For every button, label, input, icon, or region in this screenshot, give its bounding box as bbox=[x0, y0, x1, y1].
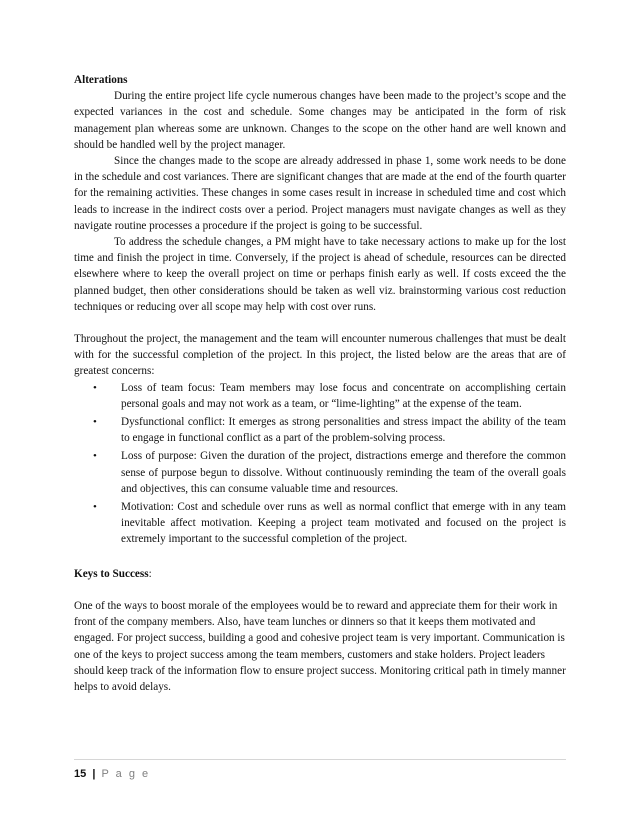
page-number: 15 bbox=[74, 768, 87, 780]
alterations-paragraph-3: To address the schedule changes, a PM might have to take necessary actions to make up for the lost time and finish the project in time. Conversely, if the project is ahead of schedule, resources can be directed elsewhere where to keep the overall project on time or perhaps finish early as well. If costs exceed the the planned budget, then other considerations should be taken as well viz. brainstorming various cost reduction techniques or reducing over all scope may help with cost over runs. bbox=[74, 236, 566, 313]
alterations-heading: Alterations bbox=[74, 74, 128, 86]
page-label: P a g e bbox=[101, 768, 151, 780]
spacer bbox=[74, 550, 566, 566]
keys-to-success-body: One of the ways to boost morale of the employees would be to reward and appreciate them for their work in front of the company members. Also, have team lunches or dinners so that it keeps them motivated and engaged. For project success, building a good and cohesive project team is very important. Communication is one of the keys to project success among the team members, customers and stake holders. Project leaders should keep track of the information flow to ensure project success. Monitoring critical path in timely manner helps to avoid delays. bbox=[74, 599, 566, 693]
spacer bbox=[74, 315, 566, 331]
list-item bbox=[93, 499, 566, 548]
list-item-text: Loss of team focus: Team members may lose focus and concentrate on accomplishing certain personal goals and may not work as a team, or “lime-lighting” at the expense of the team. bbox=[121, 381, 566, 410]
list-item bbox=[93, 448, 566, 497]
challenges-intro: Throughout the project, the management and the team will encounter numerous challenges that must be dealt with for the successful completion of the project. In this project, the listed below are the areas that are of greatest concerns: bbox=[74, 333, 566, 378]
keys-heading-colon: : bbox=[148, 567, 152, 580]
keys-heading-text: Keys to Success bbox=[74, 567, 149, 580]
alterations-paragraph-2: Since the changes made to the scope are already addressed in phase 1, some work needs to be done in the schedule and cost variances. There are significant changes that are made at the end of the fourth quarter for the remaining activities. These changes in some cases result in increase in scheduled time and cost which leads to increase in the indirect costs over a period. Project managers must navigate changes as well as they navigate routine processes a procedure if the project is going to be successful. bbox=[74, 155, 566, 232]
alterations-paragraph-1: During the entire project life cycle numerous changes have been made to the project’s scope and the expected variances in the cost and schedule. Some changes may be anticipated in the form of risk management plan whereas some are unknown. Changes to the scope on the other hand are well known and should be handled well by the project manager. bbox=[74, 90, 566, 151]
list-item-text: Motivation: Cost and schedule over runs as well as normal conflict that emerge with in any team inevitable affect motivation. Keeping a project team motivated and focused on the project is extremely important to the successful completion of the project. bbox=[121, 501, 566, 546]
document-page bbox=[74, 72, 566, 695]
page-footer bbox=[74, 768, 150, 780]
footer-divider bbox=[74, 759, 566, 760]
bullet-icon: • bbox=[93, 416, 97, 429]
list-item bbox=[93, 380, 566, 412]
keys-to-success-heading bbox=[74, 566, 566, 582]
spacer bbox=[74, 582, 566, 598]
bullet-icon: • bbox=[93, 381, 97, 394]
bullet-icon: • bbox=[93, 450, 97, 463]
list-item-text: Loss of purpose: Given the duration of the project, distractions emerge and therefore the common sense of purpose begun to dissolve. Without continuously reminding the team of the overall goals and objectives, this can consume valuable time and resources. bbox=[121, 450, 566, 495]
challenges-list bbox=[74, 380, 566, 548]
list-item-text: Dysfunctional conflict: It emerges as strong personalities and stress impact the ability of the team to engage in functional conflict as a part of the problem-solving process. bbox=[121, 416, 566, 445]
footer-separator: | bbox=[92, 768, 96, 780]
bullet-icon: • bbox=[93, 501, 97, 514]
list-item bbox=[93, 414, 566, 446]
